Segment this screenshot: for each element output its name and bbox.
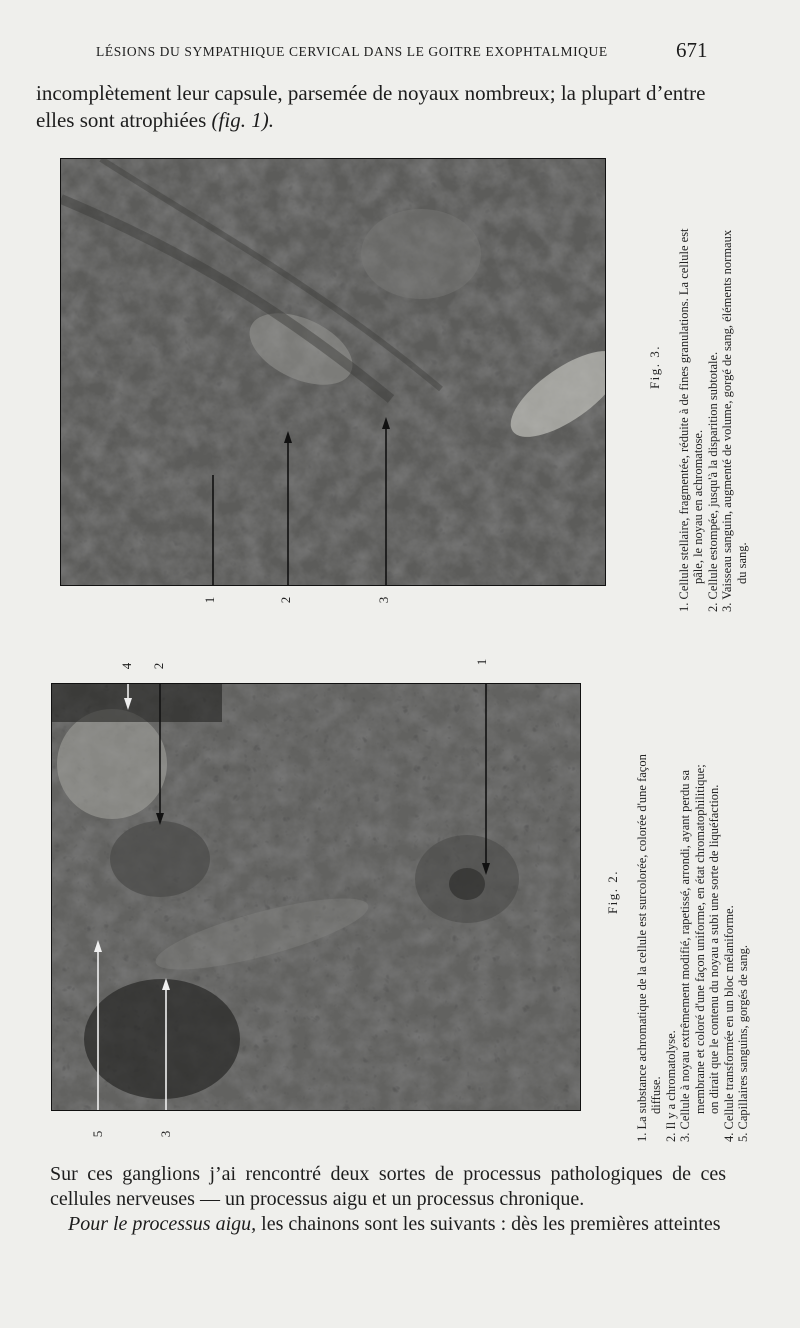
fig2-item-2: 2. Il y a chromatolyse. xyxy=(663,1030,678,1142)
fig3-callout-3: 3 xyxy=(376,596,391,604)
fig2-callout-1: 1 xyxy=(474,658,489,666)
fig2-title: Fig. 2. xyxy=(605,869,620,915)
emphasis-text: Pour le processus aigu, xyxy=(68,1213,257,1235)
body-paragraph-1: Sur ces ganglions j’ai rencontré deux sortes de processus pathologiques de ces cellules nerveuses — un processus aigu et un processus chronique. xyxy=(50,1163,726,1210)
running-head: LÉSIONS DU SYMPATHIQUE CERVICAL DANS LE GOITRE EXOPHTALMIQUE xyxy=(96,44,608,59)
fig2-callout-2: 2 xyxy=(151,662,166,670)
fig2-item-4: 4. Cellule transformée en un bloc mélaniforme. xyxy=(721,905,736,1142)
fig3-item-2: 2. Cellule estompée, jusqu'à la disparition subtotale. xyxy=(705,351,720,612)
fig2-micrograph-image xyxy=(52,684,580,1110)
fig2-item-1: 1. La substance achromatique de la cellule est surcolorée, colorée d'une façon xyxy=(634,754,649,1142)
fig3-item-1-cont: pâle, le noyau en achromatose. xyxy=(691,429,705,584)
fig3-callout-1: 1 xyxy=(202,596,217,604)
intro-line-2: elles sont atrophiées xyxy=(36,108,212,132)
fig3-micrograph-image xyxy=(61,159,605,585)
figure-reference: (fig. 1). xyxy=(211,108,274,132)
fig2-micrograph xyxy=(51,683,581,1111)
fig2-item-3-cont-1: membrane et coloré d'une façon uniforme, en état chromatophilitique; xyxy=(692,764,707,1114)
page-number: 671 xyxy=(676,38,708,62)
intro-paragraph xyxy=(36,80,736,134)
fig3-title: Fig. 3. xyxy=(647,344,662,390)
fig2-item-3: 3. Cellule à noyau extrêmement modifié, rapetissé, arrondi, ayant perdu sa xyxy=(678,769,692,1142)
fig2-callout-4: 4 xyxy=(119,662,134,670)
fig3-item-3: 3. Vaisseau sanguin, augmenté de volume, gorgé de sang, éléments normaux xyxy=(720,229,734,612)
fig2-item-5: 5. Capillaires sanguins, gorgés de sang. xyxy=(736,945,750,1142)
fig3-item-3-cont: du sang. xyxy=(734,542,749,584)
fig2-caption xyxy=(606,642,751,1142)
intro-line-1: incomplètement leur capsule, parsemée de noyaux nombreux; la plupart d’entre xyxy=(36,81,706,105)
fig3-micrograph xyxy=(60,158,606,586)
fig2-item-3-cont-2: on dirait que le contenu du noyau a subi une sorte de liquéfaction. xyxy=(707,784,721,1114)
fig3-item-1: 1. Cellule stellaire, fragmentée, réduite à de fines granulations. La cellule est xyxy=(676,228,691,612)
fig2-callout-3: 3 xyxy=(158,1130,173,1138)
body-paragraph-2-text: les chainons sont les suivants : dès les premières atteintes xyxy=(256,1213,721,1235)
fig2-item-1-cont: diffuse. xyxy=(649,1076,663,1114)
fig3-callout-2: 2 xyxy=(278,596,293,604)
fig2-callout-5: 5 xyxy=(90,1130,105,1138)
fig3-caption xyxy=(648,122,749,612)
body-paragraph-2 xyxy=(50,1212,726,1237)
